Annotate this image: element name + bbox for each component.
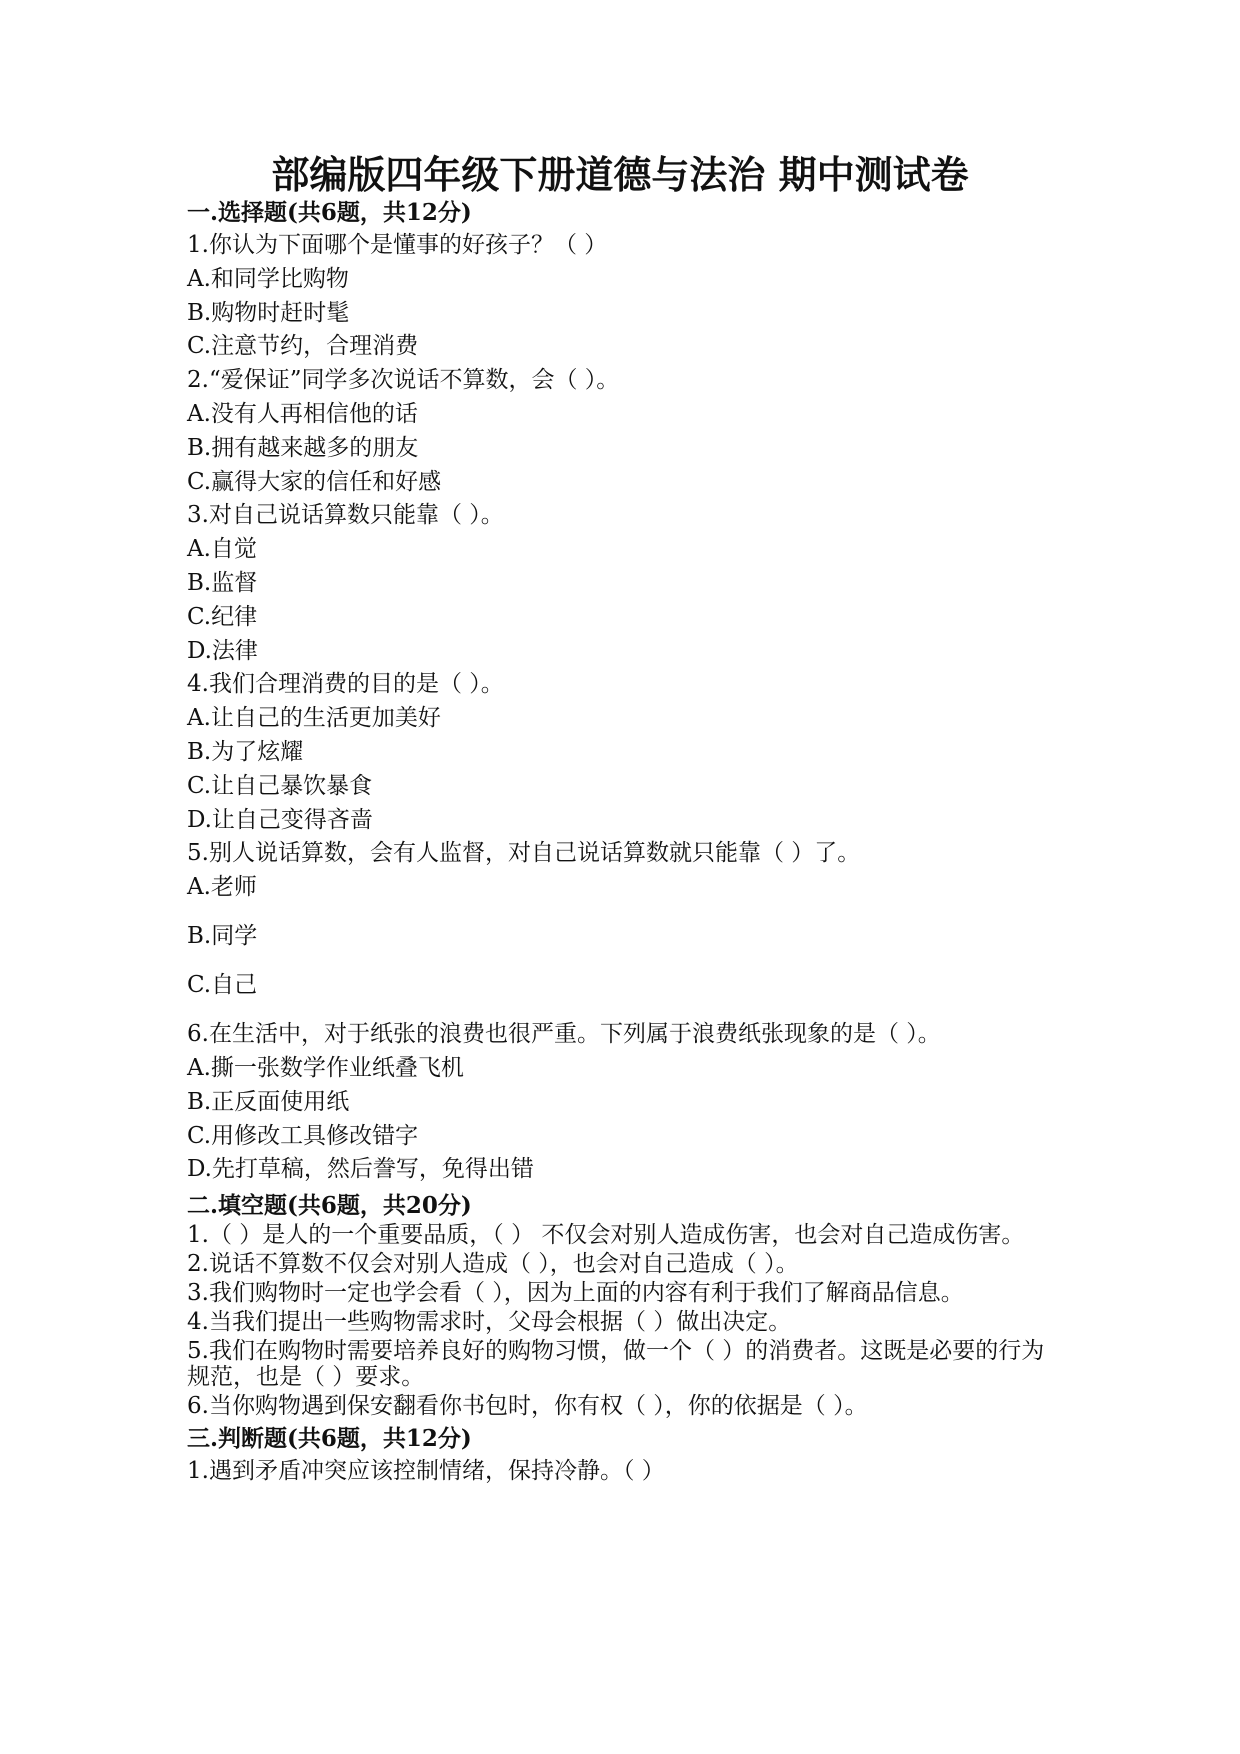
option-b: B.拥有越来越多的朋友	[187, 434, 419, 461]
question-1	[187, 229, 1067, 364]
option-a: A.自觉	[187, 536, 257, 563]
fill-blank-item: 2.说话不算数不仅会对别人造成（ ），也会对自己造成（ ）。	[187, 1251, 799, 1278]
question-4	[187, 668, 1067, 837]
question-3	[187, 499, 1067, 668]
option-a: A.撕一张数学作业纸叠飞机	[187, 1054, 464, 1081]
section-heading-fill-blank: 二.填空题(共6题，共20分)	[187, 1192, 472, 1220]
exam-content	[187, 196, 1067, 1489]
fill-blank-item: 4.当我们提出一些购物需求时，父母会根据（ ）做出决定。	[187, 1309, 792, 1336]
question-stem: 6.在生活中，对于纸张的浪费也很严重。下列属于浪费纸张现象的是（ ）。	[187, 1021, 941, 1048]
option-c: C.用修改工具修改错字	[187, 1122, 419, 1149]
option-d: D.让自己变得吝啬	[187, 806, 373, 833]
fill-blank-item: 1.（ ）是人的一个重要品质，（ ） 不仅会对别人造成伤害，也会对自己造成伤害。	[187, 1222, 1025, 1249]
question-stem: 4.我们合理消费的目的是（ ）。	[187, 671, 504, 698]
question-stem: 1.你认为下面哪个是懂事的好孩子？（ ）	[187, 232, 608, 258]
option-b: B.正反面使用纸	[187, 1088, 350, 1115]
true-false-item: 1.遇到矛盾冲突应该控制情绪，保持冷静。（ ）	[187, 1458, 665, 1485]
option-d: D.先打草稿，然后誊写，免得出错	[187, 1156, 534, 1183]
section-heading-choice: 一.选择题(共6题，共12分)	[187, 199, 472, 226]
option-c: C.纪律	[187, 603, 258, 630]
option-a: A.让自己的生活更加美好	[187, 705, 441, 732]
question-2	[187, 364, 1067, 499]
option-b: B.为了炫耀	[187, 738, 304, 765]
option-d: D.法律	[187, 637, 258, 664]
option-a: A.老师	[187, 874, 257, 901]
option-c: C.自己	[187, 972, 258, 999]
option-b: B.监督	[187, 569, 258, 596]
option-b: B.购物时赶时髦	[187, 299, 350, 326]
option-a: A.和同学比购物	[187, 265, 349, 292]
question-stem: 5.别人说话算数，会有人监督，对自己说话算数就只能靠（ ）了。	[187, 840, 861, 867]
option-c: C.赢得大家的信任和好感	[187, 468, 442, 495]
option-c: C.让自己暴饮暴食	[187, 772, 373, 799]
question-stem: 3.对自己说话算数只能靠（ ）。	[187, 502, 504, 529]
section-heading-true-false: 三.判断题(共6题，共12分)	[187, 1425, 472, 1453]
option-c: C.注意节约，合理消费	[187, 333, 419, 360]
page-title: 部编版四年级下册道德与法治 期中测试卷	[271, 152, 969, 197]
fill-blank-item: 6.当你购物遇到保安翻看你书包时，你有权（ ），你的依据是（ ）。	[187, 1393, 868, 1420]
option-a: A.没有人再相信他的话	[187, 400, 418, 427]
fill-blank-item: 3.我们购物时一定也学会看（ ），因为上面的内容有利于我们了解商品信息。	[187, 1280, 964, 1307]
question-stem: 2.“爱保证”同学多次说话不算数，会（ ）。	[187, 367, 620, 394]
question-5	[187, 837, 1067, 1018]
fill-blank-item: 5.我们在购物时需要培养良好的购物习惯，做一个（ ）的消费者。这既是必要的行为规范，也是（ ）要求。	[187, 1338, 1045, 1391]
question-6	[187, 1018, 1067, 1187]
option-b: B.同学	[187, 923, 258, 950]
